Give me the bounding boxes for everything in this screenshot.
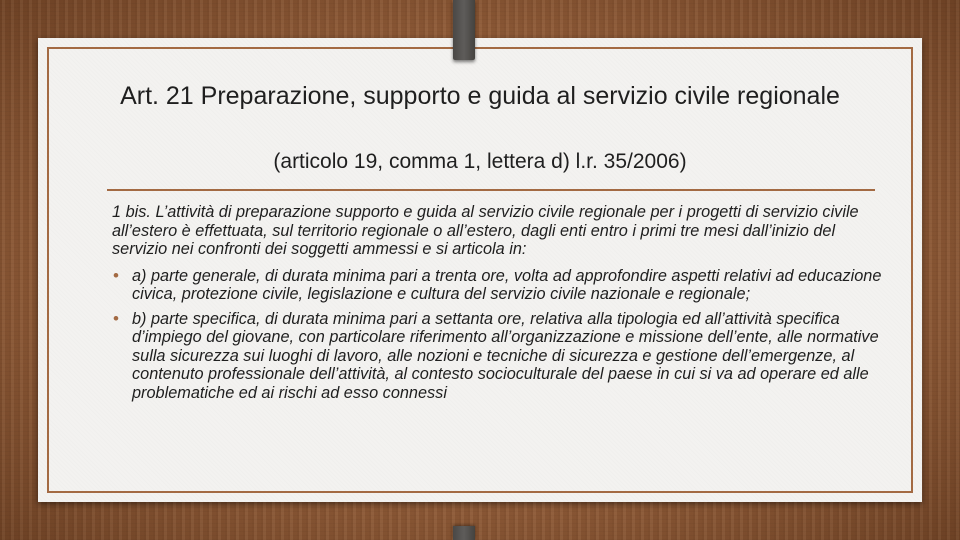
bullet-icon: •	[113, 265, 119, 285]
binder-clip-top	[453, 0, 475, 60]
list-item-text: a) parte generale, di durata minima pari a trenta ore, volta ad approfondire aspetti relativi ad educazione civica, protezione civile, legislazione e cultura del servizio civile nazionale e regionale;	[132, 266, 882, 303]
list-item-text: b) parte specifica, di durata minima pari a settanta ore, relativa alla tipologia ed all’attività specifica d’impiego del giovane, con particolare riferimento all’organizzazione e missione dell’ente, alle normative sulla sicurezza sui luoghi di lavoro, alle nozioni e tecniche di sicurezza e gestione dell’emergenze, al contenuto professionale dell’attività, al contesto socioculturale del paese in cui si va ad operare ed alle problematiche ed ai rischi ad esso connessi	[132, 309, 879, 402]
slide-card	[38, 38, 922, 502]
list-item	[112, 267, 882, 304]
slide-subtitle: (articolo 19, comma 1, lettera d) l.r. 35/2006)	[273, 150, 687, 173]
slide-title: Art. 21 Preparazione, supporto e guida al servizio civile regionale	[120, 82, 840, 110]
slide-body	[112, 203, 882, 408]
bullet-icon: •	[113, 308, 119, 328]
list-item	[112, 310, 882, 403]
bullet-list	[112, 267, 882, 403]
title-divider	[107, 189, 875, 191]
binder-clip-bottom	[453, 526, 475, 540]
intro-paragraph: 1 bis. L’attività di preparazione supporto e guida al servizio civile regionale per i progetti di servizio civile all’estero è effettuata, sul territorio regionale o all’estero, dagli enti entro i primi tre mesi dall’inizio del servizio nei confronti dei soggetti ammessi e si articola in:	[112, 203, 859, 258]
